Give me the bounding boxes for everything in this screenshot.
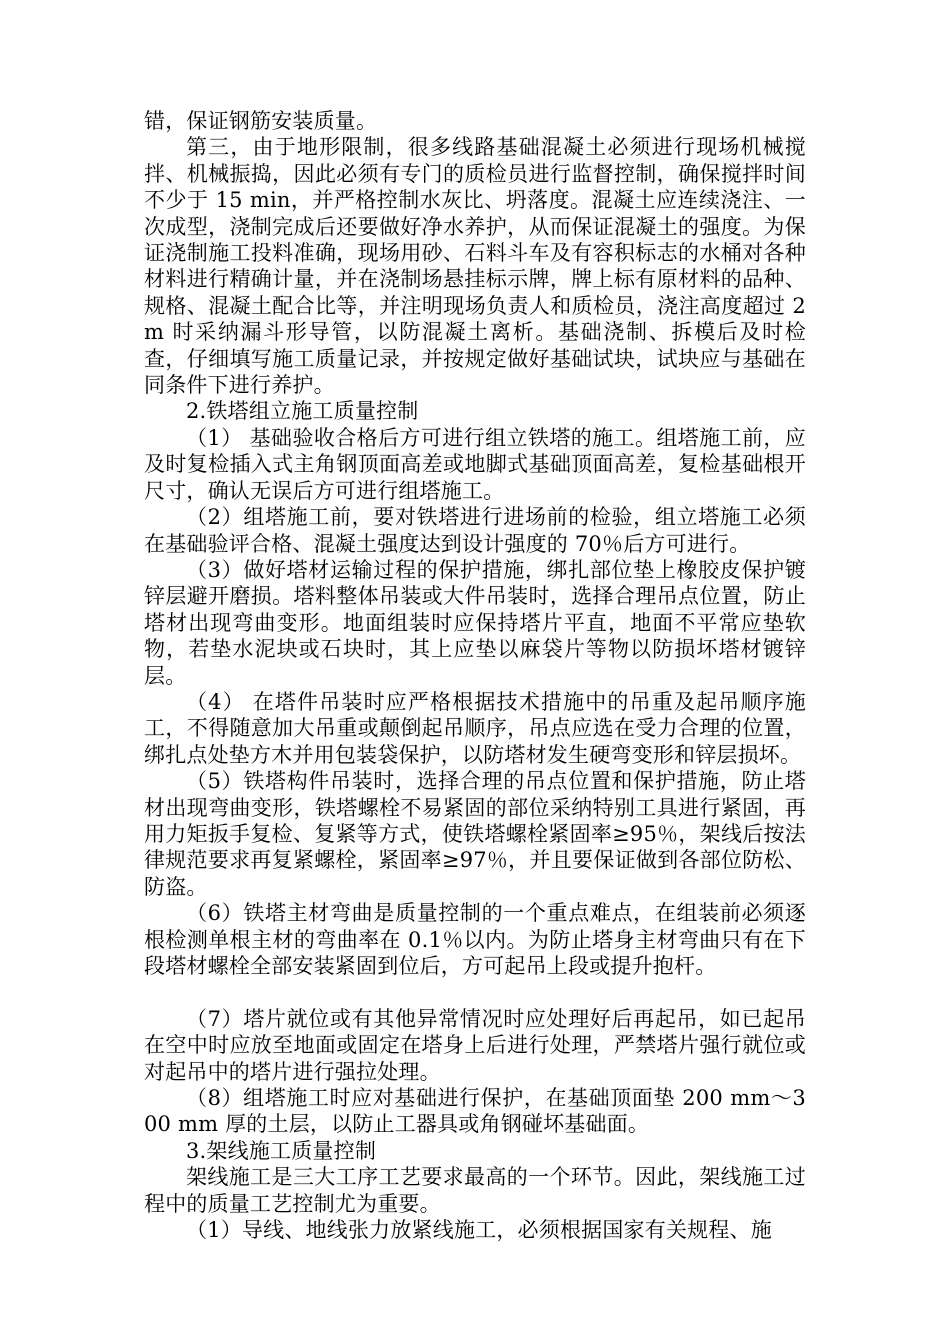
paragraph-item-4: （4） 在塔件吊装时应严格根据技术措施中的吊重及起吊顺序施工，不得随意加大吊重或颠倒起吊顺序，吊点应选在受力合理的位置，绑扎点处垫方木并用包装袋保护，以防塔材发生硬弯变形和锌层损坏。 bbox=[144, 689, 806, 767]
section-heading-stringing: 3.架线施工质量控制 bbox=[186, 1138, 377, 1163]
paragraph-continuation: 错，保证钢筋安装质量。 bbox=[144, 109, 378, 133]
paragraph-item-8: （8）组塔施工时应对基础进行保护，在基础顶面垫 200 mm～300 mm 厚的土层，以防止工器具或角钢碰坏基础面。 bbox=[144, 1086, 806, 1137]
blank-line bbox=[144, 979, 806, 1005]
paragraph-stringing-item-1: （1）导线、地线张力放紧线施工，必须根据国家有关规程、施 bbox=[186, 1218, 772, 1243]
paragraph-item-1: （1） 基础验收合格后方可进行组立铁塔的施工。组塔施工前，应及时复检插入式主角钢顶面高差或地脚式基础顶面高差，复检基础根开尺寸，确认无误后方可进行组塔施工。 bbox=[144, 425, 806, 503]
document-page bbox=[144, 108, 806, 1243]
section-heading-tower-erection: 2.铁塔组立施工质量控制 bbox=[186, 399, 419, 424]
paragraph-item-3: （3）做好塔材运输过程的保护措施，绑扎部位垫上橡胶皮保护镀锌层避开磨损。塔料整体吊装或大件吊装时，选择合理吊点位置，防止塔材出现弯曲变形。地面组装时应保持塔片平直，地面不平常应垫软物，若垫水泥块或石块时，其上应垫以麻袋片等物以防损坏塔材镀锌层。 bbox=[144, 557, 806, 688]
paragraph-item-6: （6）铁塔主材弯曲是质量控制的一个重点难点，在组装前必须逐根检测单根主材的弯曲率在 0.1％以内。为防止塔身主材弯曲只有在下段塔材螺栓全部安装紧固到位后，方可起吊上段或提升抱杆。 bbox=[144, 901, 806, 978]
paragraph-stringing-intro: 架线施工是三大工序工艺要求最高的一个环节。因此，架线施工过程中的质量工艺控制尤为重要。 bbox=[144, 1165, 806, 1216]
paragraph-item-7: （7）塔片就位或有其他异常情况时应处理好后再起吊，如已起吊在空中时应放至地面或固定在塔身上后进行处理，严禁塔片强行就位或对起吊中的塔片进行强拉处理。 bbox=[144, 1006, 806, 1084]
paragraph-item-2: （2）组塔施工前，要对铁塔进行进场前的检验，组立塔施工必须在基础验评合格、混凝土强度达到设计强度的 70％后方可进行。 bbox=[144, 505, 806, 556]
paragraph-concrete-control: 第三，由于地形限制，很多线路基础混凝土必须进行现场机械搅拌、机械振捣，因此必须有专门的质检员进行监督控制，确保搅拌时间不少于 15 min，并严格控制水灰比、坍落度。混凝土应连续浇注、一次成型，浇制完成后还要做好净水养护，从而保证混凝土的强度。为保证浇制施工投料准确，现场用砂、石料斗车及有容积标志的水桶对各种材料进行精确计量，并在浇制场悬挂标示牌，牌上标有原材料的品种、规格、混凝土配合比等，并注明现场负责人和质检员，浇注高度超过 2 m 时采纳漏斗形导管，以防混凝土离析。基础浇制、拆模后及时检查，仔细填写施工质量记录，并按规定做好基础试块，试块应与基础在同条件下进行养护。 bbox=[144, 135, 806, 398]
paragraph-item-5: （5）铁塔构件吊装时，选择合理的吊点位置和保护措施，防止塔材出现弯曲变形，铁塔螺栓不易紧固的部位采纳特别工具进行紧固，再用力矩扳手复检、复紧等方式，使铁塔螺栓紧固率≥95％，架线后按法律规范要求再复紧螺栓，紧固率≥97％，并且要保证做到各部位防松、防盗。 bbox=[144, 769, 806, 899]
